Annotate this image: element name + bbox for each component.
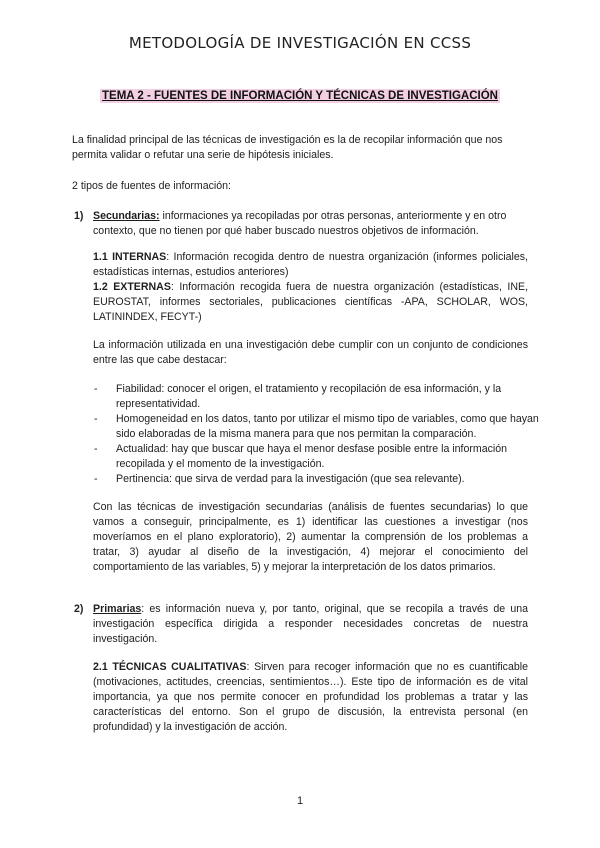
list-item — [94, 442, 540, 472]
secondary-number: 1) — [74, 210, 84, 222]
conditions-intro: La información utilizada en una investigación debe cumplir con un conjunto de condiciones entre las que cabe destacar: — [93, 339, 528, 366]
topic-heading-wrap — [0, 86, 600, 104]
qualitative-techniques — [93, 660, 528, 735]
condition-homogeneity: Homogeneidad en los datos, tanto por utilizar el mismo tipo de variables, como que hayan sido elaboradas de la misma manera para que nos permitan la comparación. — [116, 413, 539, 440]
intro-paragraph: La finalidad principal de las técnicas de investigación es la de recopilar información que nos permita validar o refutar una serie de hipótesis iniciales. — [72, 134, 503, 161]
bullet-dash: - — [94, 413, 98, 425]
bullet-dash: - — [94, 443, 98, 455]
internal-label: 1.1 INTERNAS — [93, 251, 167, 263]
external-text: : Información recogida fuera de nuestra organización (estadísticas, INE, EUROSTAT, informes sectoriales, publicaciones científicas -APA, SCHOLAR, WOS, LATININDEX, FECYT-) — [93, 281, 529, 323]
sources-count-line: 2 tipos de fuentes de información: — [72, 180, 232, 192]
internal-sources — [93, 250, 528, 280]
topic-heading: TEMA 2 - FUENTES DE INFORMACIÓN Y TÉCNICAS DE INVESTIGACIÓN — [102, 90, 498, 102]
list-item — [94, 382, 540, 412]
bullet-dash: - — [94, 473, 98, 485]
primary-text: : es información nueva y, por tanto, original, que se recopila a través de una investigación específica dirigida a responder necesidades concretas de nuestra investigación. — [93, 603, 528, 645]
condition-currency: Actualidad: hay que buscar que haya el menor desfase posible entre la información recopilada y el momento de la investigación. — [116, 443, 508, 470]
list-item — [94, 412, 540, 442]
condition-relevance: Pertinencia: que sirva de verdad para la investigación (que sea relevante). — [116, 473, 465, 485]
external-sources — [93, 280, 528, 325]
bullet-dash: - — [94, 383, 98, 395]
external-label: 1.2 EXTERNAS — [93, 281, 171, 293]
page-number: 1 — [296, 795, 304, 807]
secondary-summary: Con las técnicas de investigación secundarias (análisis de fuentes secundarias) lo que vamos a conseguir, principalmente, es 1) identificar las cuestiones a investigar (nos moveríamos en el plano exploratorio), 2) aumentar la comprensión de los problemas a tratar, 3) ayudar al diseño de la investigación, 4) mejorar el conocimiento del comportamiento de las variables, 5) y mejorar la interpretación de los datos primarios. — [93, 501, 528, 573]
secondary-label: Secundarias: — [93, 210, 160, 222]
secondary-definition — [93, 209, 533, 239]
internal-text: : Información recogida dentro de nuestra organización (informes policiales, estadísticas internas, estudios anteriores) — [93, 251, 528, 278]
qualitative-label: 2.1 TÉCNICAS CUALITATIVAS — [93, 661, 247, 673]
primary-label: Primarias — [93, 603, 142, 615]
list-item — [94, 472, 540, 487]
primary-number: 2) — [74, 603, 84, 615]
qualitative-text: : Sirven para recoger información que no es cuantificable (motivaciones, actitudes, creencias, sentimientos…). Este tipo de información es de vital importancia, ya que nos permite conocer en profundidad los problemas a tratar y las características del entorno. Son el grupo de discusión, la entrevista personal (en profundidad) y la investigación de acción. — [93, 661, 528, 733]
document-title: METODOLOGÍA DE INVESTIGACIÓN EN CCSS — [128, 34, 472, 52]
condition-reliability: Fiabilidad: conocer el origen, el tratamiento y recopilación de esa información, y la representatividad. — [116, 383, 502, 410]
primary-definition — [93, 602, 528, 647]
secondary-text: informaciones ya recopiladas por otras personas, anteriormente y en otro contexto, que no tienen por qué haber buscado nuestros objetivos de información. — [93, 210, 507, 237]
